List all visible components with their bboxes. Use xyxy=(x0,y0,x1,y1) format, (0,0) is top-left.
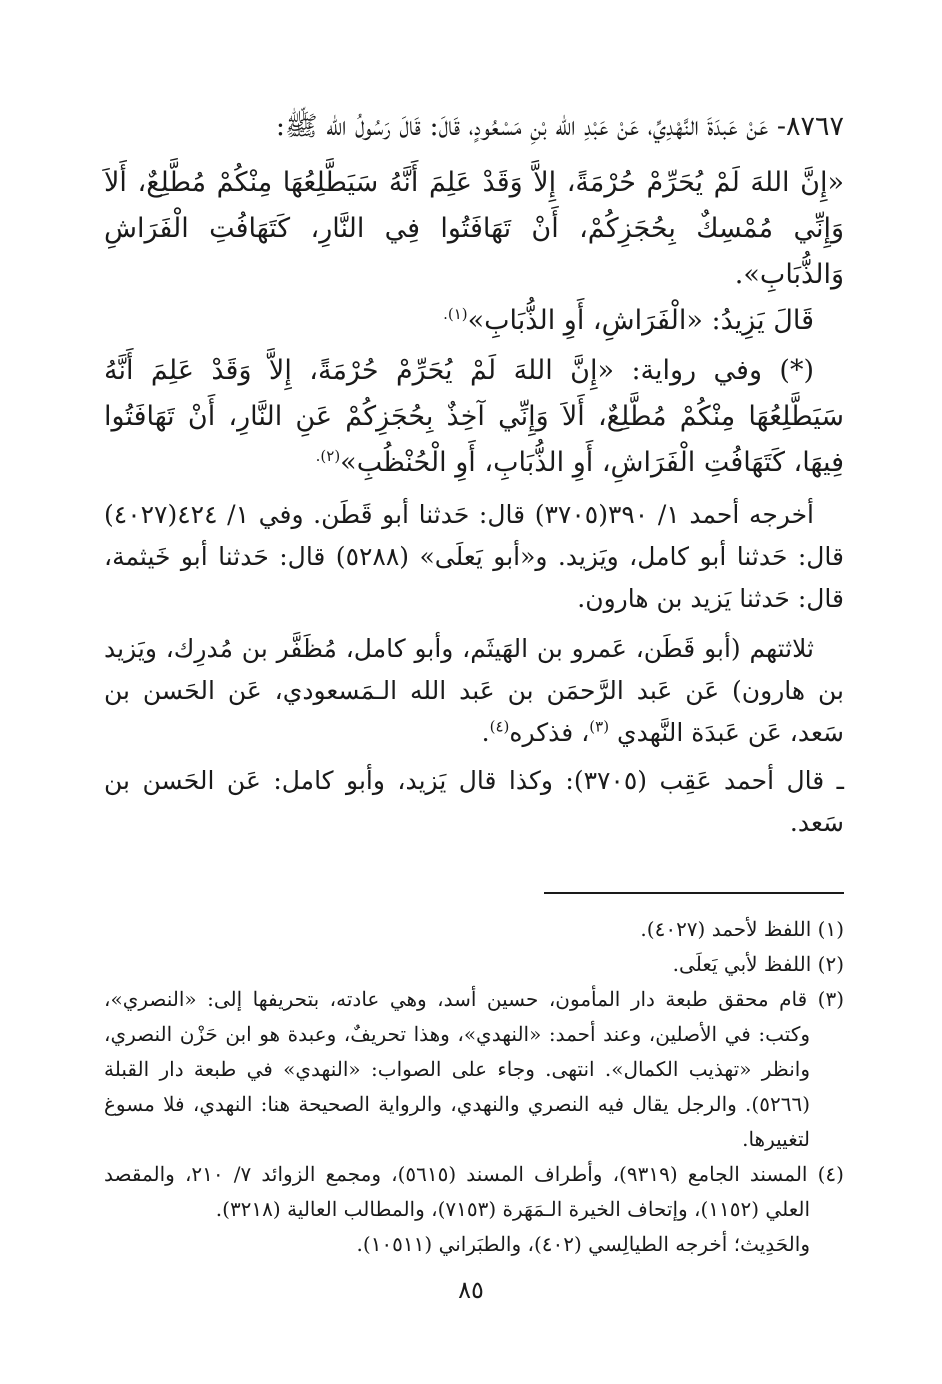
footnote-1: (١) اللفظ لأحمد (٤٠٢٧). xyxy=(640,917,844,941)
footnote-4-continuation: والحَدِيث؛ أخرجه الطيالِسي (٤٠٢)، والطبَراني (١٠٥١١). xyxy=(356,1232,810,1256)
chain-end: . xyxy=(481,718,490,747)
narrator-note-text: قَالَ يَزِيدُ: «الْفَرَاشِ، أَوِ الذُّبَابِ» xyxy=(467,305,814,336)
footnote-3: (٣) قام محقق طبعة دار المأمون، حسين أسد، وهي عادته، بتحريفها إلى: «النصري»، وكتب: في الأصلين، وعند أحمد: «النهدي»، وهذا تحريفٌ، وعبدة هو ابن حَزْن النصري، وانظر «تهذيب الكمال». انتهى. وجاء على الصواب: «النهدي» في طبعة دار القبلة (٥٢٦٦). والرجل يقال فيه النصري والنهدي، والرواية الصحيحة هنا: النهدي، فلا مسوغ لتغييرها. xyxy=(104,987,844,1151)
footnote-ref-1: (١). xyxy=(443,305,468,323)
chain-mid: ، فذكره xyxy=(509,718,590,747)
ahmad-note: ـ قال أحمد عَقِب (٣٧٠٥): وكذا قال يَزيد، وأبو كامل: عَن الحَسن بن سَعد. xyxy=(104,766,844,837)
riwaya-body: (*) وفي رواية: «إِنَّ اللهَ لَمْ يُحَرِّمْ حُرْمَةً، إِلاَّ وَقَدْ عَلِمَ أَنَّهُ سَيَطَّلِعُهَا مِنْكُمْ مُطَّلِعٌ، أَلاَ وَإِنِّي آخِذٌ بِحُجَزِكُمْ عَنِ النَّارِ، أَنْ تَهَافَتُوا فِيهَا، كَتَهَافُتِ الْفَرَاشِ، أَوِ الذُّبَابِ، أَوِ الْحُنْظُبِ» xyxy=(104,355,844,478)
footnotes xyxy=(104,912,844,1262)
main-text xyxy=(104,100,844,844)
footnote-divider xyxy=(544,892,844,894)
footnote-4: (٤) المسند الجامع (٩٣١٩)، وأطراف المسند (٥٦١٥)، ومجمع الزوائد ٧/ ٢١٠، والمقصد العلي (١١٥٢)، وإتحاف الخيرة الـمَهَرة (٧١٥٣)، والمطالب العالية (٣٢١٨). xyxy=(104,1162,844,1221)
footnote-ref-3: (٣) xyxy=(589,717,610,736)
page-number: ٨٥ xyxy=(458,1276,484,1304)
riwaya-text xyxy=(104,348,844,486)
chain-paragraph xyxy=(104,628,844,754)
hadith-text: «إِنَّ اللهَ لَمْ يُحَرِّمْ حُرْمَةً، إِلاَّ وَقَدْ عَلِمَ أَنَّهُ سَيَطَّلِعُهَا مِنْكُمْ مُطَّلِعٌ، أَلاَ وَإِنِّي مُمْسِكٌ بِحُجَزِكُمْ، أَنْ تَهَافَتُوا فِي النَّارِ، كَتَهَافُتِ الْفَرَاشِ وَالذُّبَابِ». xyxy=(104,167,844,290)
footnote-ref-4: (٤) xyxy=(489,717,510,736)
footnote-2: (٢) اللفظ لأبي يَعلَى. xyxy=(672,952,844,976)
narrator-note xyxy=(104,298,844,344)
takhrij-paragraph: أخرجه أحمد ١/ ٣٩٠(٣٧٠٥) قال: حَدثنا أبو قَطَن. وفي ١/ ٤٢٤(٤٠٢٧) قال: حَدثنا أبو كامل، ويَزيد. و«أبو يَعلَى» (٥٢٨٨) قال: حَدثنا أبو خَيثمة، قال: حَدثنا يَزيد بن هارون. xyxy=(104,500,844,613)
hadith-title: ٨٧٦٧- عَنْ عَبدَةَ النَّهْدِيِّ، عَنْ عَبْدِ الله بْنِ مَسْعُودٍ، قَالَ: قَالَ رَسُولُ الله ﷺ: xyxy=(275,111,844,142)
chain-text: ثلاثتهم (أبو قَطَن، عَمرو بن الهَيثَم، وأبو كامل، مُظَفَّر بن مُدرِك، ويَزيد بن هارون) عَن عَبد الرَّحمَن بن عَبد الله الـمَسعودي، عَن الحَسن بن سَعد، عَن عَبدَة النَّهدي xyxy=(104,634,844,747)
footnote-ref-2: (٢). xyxy=(315,447,341,465)
